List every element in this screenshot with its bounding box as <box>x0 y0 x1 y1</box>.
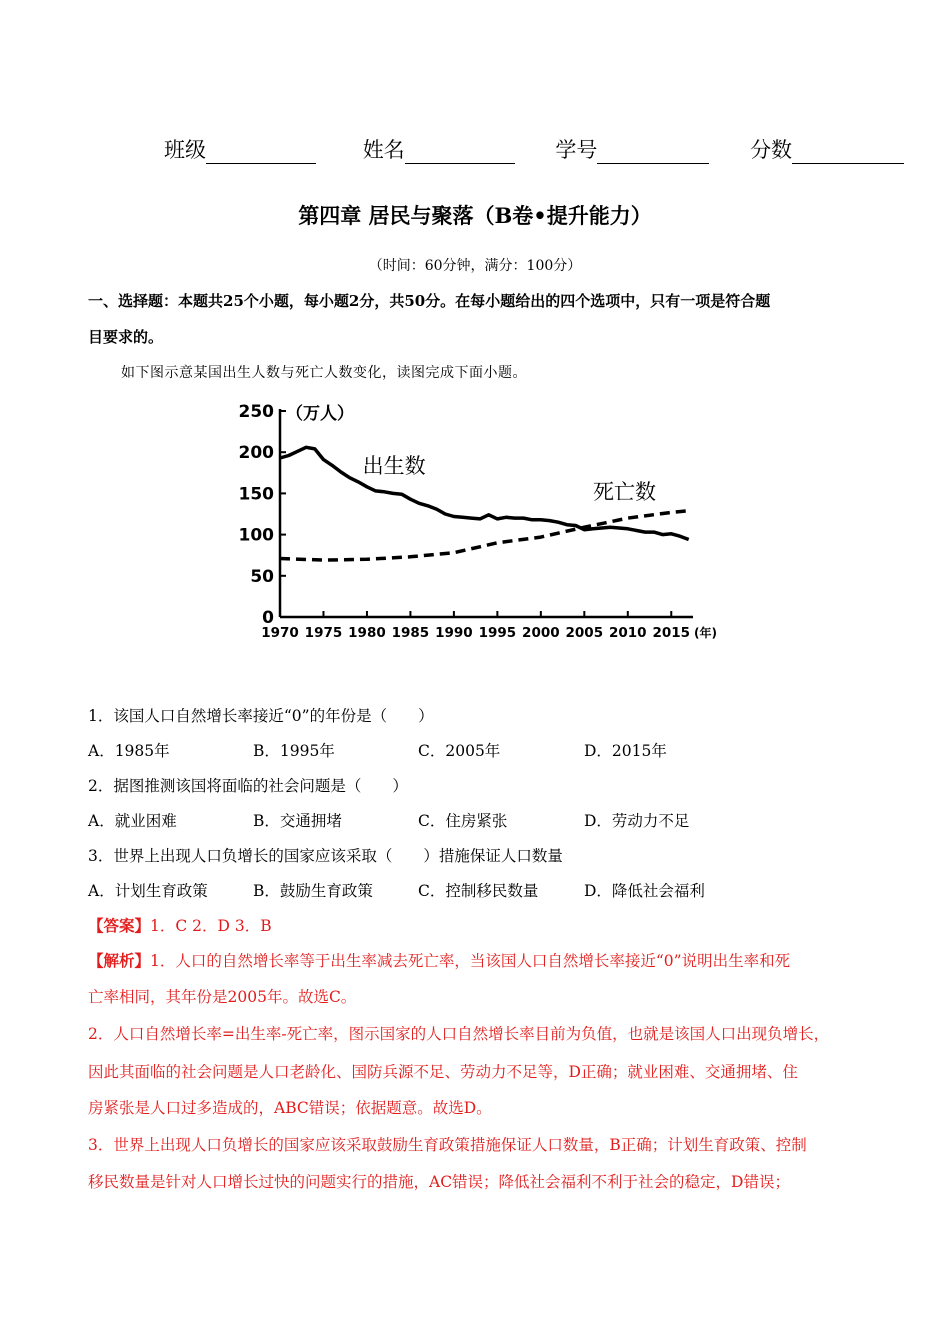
x-axis-unit: (年) <box>694 626 717 640</box>
y-tick-label: 250 <box>238 402 274 422</box>
name-field[interactable]: 姓名 <box>363 134 515 164</box>
analysis-tag: 【解析】 <box>88 951 151 970</box>
x-tick-label: 2015 <box>652 625 691 641</box>
series-label-births: 出生数 <box>362 453 426 478</box>
x-tick-label: 1995 <box>478 625 517 641</box>
series-label-deaths: 死亡数 <box>593 480 657 505</box>
question-2-option-b[interactable]: B．交通拥堵 <box>253 812 342 830</box>
class-field[interactable]: 班级 <box>164 134 316 164</box>
x-tick-label: 2005 <box>565 625 604 641</box>
question-1-stem: 1．该国人口自然增长率接近“0”的年份是（ ） <box>88 707 434 725</box>
question-1-option-b[interactable]: B．1995年 <box>253 742 335 760</box>
x-tick-label: 1980 <box>348 625 386 641</box>
question-3-option-c[interactable]: C．控制移民数量 <box>418 882 539 900</box>
x-tick-label: 1985 <box>391 625 430 641</box>
question-1-option-c[interactable]: C．2005年 <box>418 742 501 760</box>
y-tick-label: 200 <box>238 443 274 464</box>
x-tick-label: 2000 <box>522 625 560 641</box>
analysis-line-7: 移民数量是针对人口增长过快的问题实行的措施，AC错误；降低社会福利不利于社会的稳定，D错误； <box>88 1173 790 1191</box>
population-chart <box>225 395 725 655</box>
question-3-stem: 3．世界上出现人口负增长的国家应该采取（ ）措施保证人口数量 <box>88 847 563 865</box>
question-2-stem: 2．据图推测该国将面临的社会问题是（ ） <box>88 777 408 795</box>
x-tick-label: 1990 <box>435 625 473 641</box>
score-blank[interactable] <box>792 141 904 164</box>
answer-text: 1．C 2．D 3．B <box>150 917 272 935</box>
exam-info: （时间：60分钟，满分：100分） <box>368 258 582 274</box>
answer-tag: 【答案】 <box>88 916 151 935</box>
answer-line <box>88 914 272 936</box>
question-3-option-d[interactable]: D．降低社会福利 <box>584 882 705 900</box>
score-field[interactable]: 分数 <box>750 134 904 164</box>
analysis-line-3: 2．人口自然增长率=出生率-死亡率，图示国家的人口自然增长率目前为负值，也就是该国人口出现负增长， <box>88 1025 830 1043</box>
x-tick-label: 2010 <box>609 625 647 641</box>
question-1-option-d[interactable]: D．2015年 <box>584 742 667 760</box>
analysis-line-6: 3．世界上出现人口负增长的国家应该采取鼓励生育政策措施保证人口数量，B正确；计划生育政策、控制 <box>88 1136 807 1154</box>
analysis-line-4: 因此其面临的社会问题是人口老龄化、国防兵源不足、劳动力不足等，D正确；就业困难、交通拥堵、住 <box>88 1063 798 1081</box>
class-blank[interactable] <box>206 141 316 164</box>
analysis-line-5: 房紧张是人口过多造成的，ABC错误；依据题意。故选D。 <box>88 1099 492 1117</box>
y-tick-label: 50 <box>250 566 274 587</box>
x-tick-label: 1975 <box>304 625 343 641</box>
page-title: 第四章 居民与聚落（B卷•提升能力） <box>298 203 652 228</box>
question-intro: 如下图示意某国出生人数与死亡人数变化，读图完成下面小题。 <box>121 365 527 381</box>
section-heading-line1: 一、选择题：本题共25个小题，每小题2分，共50分。在每小题给出的四个选项中，只有一项是符合题 <box>88 292 771 310</box>
question-2-option-c[interactable]: C．住房紧张 <box>418 812 508 830</box>
student-id-field[interactable]: 学号 <box>555 134 709 164</box>
question-3-option-b[interactable]: B．鼓励生育政策 <box>253 882 373 900</box>
y-tick-label: 150 <box>238 484 274 505</box>
analysis-line-2: 亡率相同，其年份是2005年。故选C。 <box>88 988 357 1006</box>
question-2-option-a[interactable]: A．就业困难 <box>88 812 177 830</box>
question-1-option-a[interactable]: A．1985年 <box>88 742 170 760</box>
student-info-fields <box>164 134 904 164</box>
student-id-blank[interactable] <box>597 141 709 164</box>
x-tick-label: 1970 <box>261 625 299 641</box>
y-tick-label: 100 <box>238 525 274 546</box>
question-3-option-a[interactable]: A．计划生育政策 <box>88 882 208 900</box>
analysis-line-1: 【解析】1．人口的自然增长率等于出生率减去死亡率，当该国人口自然增长率接近“0”说明出生率和死 <box>88 951 791 970</box>
y-axis-unit: （万人） <box>286 404 354 424</box>
y-tick-label: 0 <box>262 608 274 628</box>
question-2-option-d[interactable]: D．劳动力不足 <box>584 812 690 830</box>
section-heading-line2: 目要求的。 <box>88 328 164 346</box>
name-blank[interactable] <box>405 141 515 164</box>
